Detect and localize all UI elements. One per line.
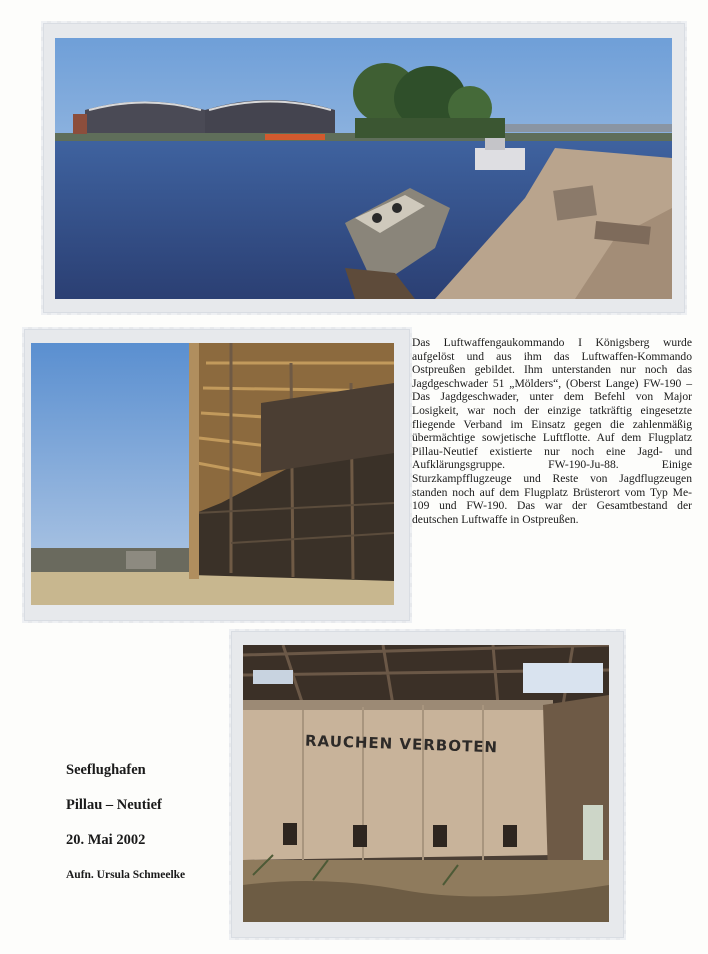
photo-ruined-hall [243,645,609,922]
caption-title: Seeflughafen [66,762,146,778]
caption-photo-credit: Aufn. Ursula Schmeelke [66,869,186,881]
no-smoking-sign: RAUCHEN VERBOTEN [304,731,499,757]
article-text: Das Luftwaffengaukommando I Königsberg wurde aufgelöst und aus ihm das Luftwaffen-Kommando Ostpreußen gebildet. Ihm unterstanden nur noch das Jagdgeschwader 51 „Mölders“, (Oberst Lange) FW-190 – Das Jagdgeschwader, unter dem Befehl von Major Losigkeit, war noch der einzige tatkräftig eingesetzte fliegende Verband im Einsatz gegen die zahlenmäßig übermächtige sowjetische Luftflotte. Auf dem Flugplatz Pillau-Neutief existierte nur noch eine Jagd- und Aufklärungsgruppe. FW-190-Ju-88. Einige Sturzkampfflugzeuge und Reste von Jagdflugzeugen standen noch auf dem Flugplatz Brüsterort vom Typ Me-109 und FW-190. Das war der Gesamtbestand der deutschen Luftwaffe in Ostpreußen. [412,336,692,526]
photo-hangar-structure [31,343,394,605]
photo-harbor-hangars [55,38,672,299]
caption-date: 20. Mai 2002 [66,832,146,848]
caption-location: Pillau – Neutief [66,797,162,813]
